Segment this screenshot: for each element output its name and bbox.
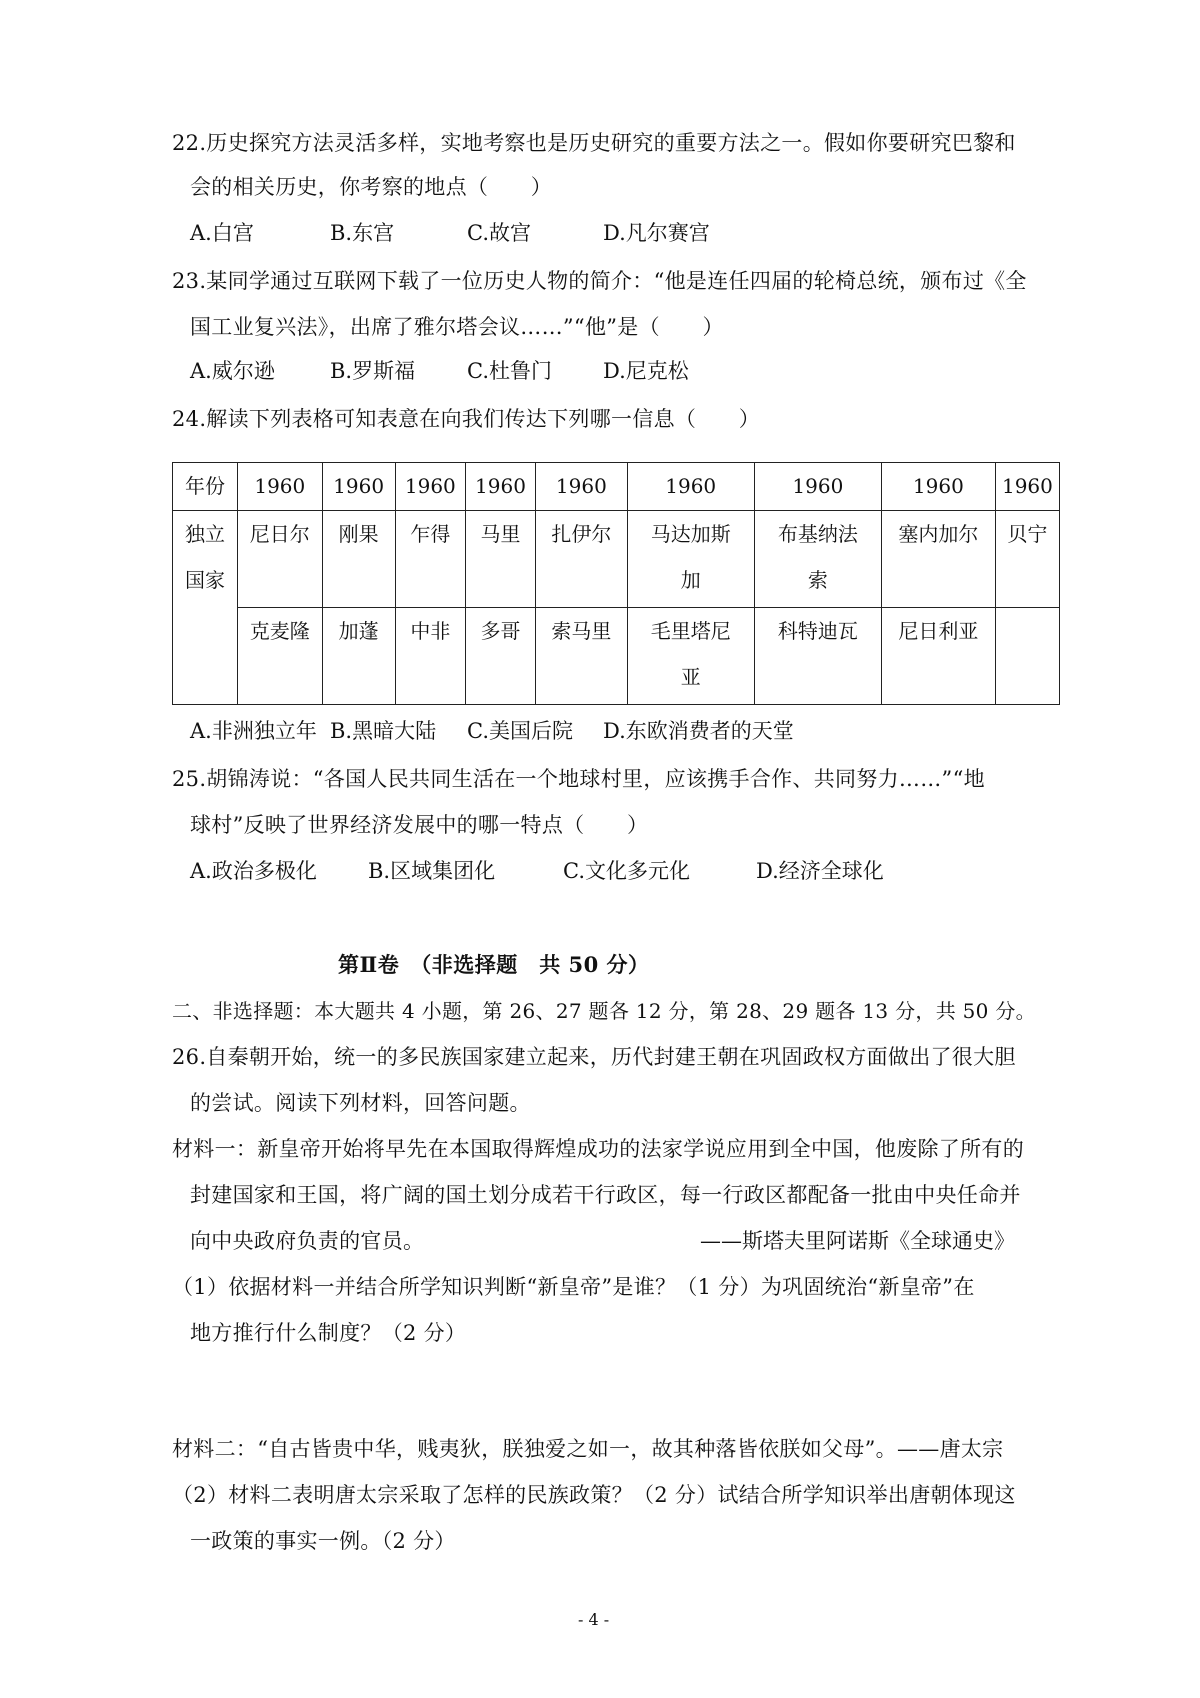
- table-cell: [995, 511, 1059, 608]
- section-title: 第Ⅱ卷 （非选择题 共 50 分）: [338, 952, 650, 977]
- country-wrap: 加: [680, 568, 701, 592]
- table-cell: [536, 608, 628, 705]
- country: 乍得: [410, 522, 451, 546]
- table-year: 1960: [995, 463, 1059, 511]
- country: 中非: [410, 619, 451, 643]
- q23-stem-line2: 国工业复兴法》，出席了雅尔塔会议……”“他”是（ ）: [190, 315, 724, 339]
- table-header-label: 年份: [173, 463, 238, 511]
- page-number: - 4 -: [578, 1610, 610, 1629]
- table-year: 1960: [536, 463, 628, 511]
- q24-option-b: B.黑暗大陆: [330, 719, 437, 743]
- q23-option-c: C.杜鲁门: [467, 359, 552, 383]
- q22-stem-line2: 会的相关历史，你考察的地点（ ）: [190, 175, 553, 199]
- independence-table: [172, 462, 1060, 705]
- table-cell: [754, 608, 881, 705]
- country: 扎伊尔: [551, 522, 612, 546]
- table-cell: [881, 608, 995, 705]
- table-year: 1960: [322, 463, 395, 511]
- table-cell: [754, 511, 881, 608]
- q22-option-c: C.故宫: [467, 221, 531, 245]
- table-year: 1960: [238, 463, 322, 511]
- q24-option-c: C.美国后院: [467, 719, 573, 743]
- table-row-label: [173, 511, 238, 705]
- q23-option-d: D.尼克松: [603, 359, 689, 383]
- row-label-line1: 独立: [185, 522, 226, 546]
- table-year: 1960: [754, 463, 881, 511]
- table-cell: [395, 608, 465, 705]
- table-cell: [627, 608, 754, 705]
- q25-option-b: B.区域集团化: [368, 859, 496, 883]
- material1-line3: 向中央政府负责的官员。: [190, 1229, 425, 1253]
- row-label-line2: 国家: [185, 568, 226, 592]
- country: 尼日利亚: [898, 619, 979, 643]
- table-cell: [322, 511, 395, 608]
- material2: 材料二：“自古皆贵中华，贱夷狄，朕独爱之如一，故其种落皆依朕如父母”。——唐太宗: [172, 1437, 1004, 1461]
- q25-option-a: A.政治多极化: [190, 859, 317, 883]
- q25-option-d: D.经济全球化: [756, 859, 884, 883]
- country: 加蓬: [338, 619, 379, 643]
- country: 克麦隆: [249, 619, 310, 643]
- table-year: 1960: [465, 463, 535, 511]
- material1-line2: 封建国家和王国，将广阔的国土划分成若干行政区，每一行政区都配备一批由中央任命并: [190, 1183, 1021, 1207]
- country-wrap: 亚: [680, 665, 701, 689]
- table-cell: [536, 511, 628, 608]
- table-cell: [465, 608, 535, 705]
- q24-option-a: A.非洲独立年: [190, 719, 317, 743]
- q22-option-a: A.白宫: [190, 221, 254, 245]
- q22-option-d: D.凡尔赛宫: [603, 221, 710, 245]
- country: 索马里: [551, 619, 612, 643]
- table-row: [173, 608, 1060, 705]
- q26-sub2-line2: 一政策的事实一例。（2 分）: [190, 1529, 456, 1553]
- country: 布基纳法: [777, 522, 858, 546]
- q23-option-b: B.罗斯福: [330, 359, 416, 383]
- table-cell: [395, 511, 465, 608]
- table-cell: [465, 511, 535, 608]
- q24-stem: 24.解读下列表格可知表意在向我们传达下列哪一信息（ ）: [172, 407, 761, 431]
- country: 马里: [480, 522, 521, 546]
- table-cell: [627, 511, 754, 608]
- section-instruction: 二、非选择题：本大题共 4 小题，第 26、27 题各 12 分，第 28、29 题各 13 分，共 50 分。: [172, 999, 1036, 1023]
- q26-sub1-line1: （1）依据材料一并结合所学知识判断“新皇帝”是谁？（1 分）为巩固统治“新皇帝”在: [172, 1275, 975, 1299]
- table-cell: [881, 511, 995, 608]
- q25-stem-line2: 球村”反映了世界经济发展中的哪一特点（ ）: [190, 813, 649, 837]
- country: 贝宁: [1007, 522, 1048, 546]
- material1-line1: 材料一：新皇帝开始将早先在本国取得辉煌成功的法家学说应用到全中国，他废除了所有的: [172, 1137, 1024, 1161]
- q26-sub1-line2: 地方推行什么制度？（2 分）: [190, 1321, 467, 1345]
- q26-stem-line2: 的尝试。阅读下列材料，回答问题。: [190, 1091, 531, 1115]
- country: 多哥: [480, 619, 521, 643]
- table-cell: [238, 608, 322, 705]
- material1-citation: ——斯塔夫里阿诺斯《全球通史》: [700, 1229, 1015, 1253]
- q25-option-c: C.文化多元化: [563, 859, 690, 883]
- q23-stem-line1: 23.某同学通过互联网下载了一位历史人物的简介：“他是连任四届的轮椅总统，颁布过《全: [172, 269, 1027, 293]
- country: 尼日尔: [249, 522, 310, 546]
- table-year: 1960: [395, 463, 465, 511]
- table-cell: [238, 511, 322, 608]
- table-year: 1960: [627, 463, 754, 511]
- q22-stem-line1: 22.历史探究方法灵活多样，实地考察也是历史研究的重要方法之一。假如你要研究巴黎和: [172, 131, 1016, 155]
- country: 马达加斯: [650, 522, 731, 546]
- table-row: [173, 511, 1060, 608]
- q26-stem-line1: 26.自秦朝开始，统一的多民族国家建立起来，历代封建王朝在巩固政权方面做出了很大胆: [172, 1045, 1016, 1069]
- table-header-row: [173, 463, 1060, 511]
- table-cell: [322, 608, 395, 705]
- q25-stem-line1: 25.胡锦涛说：“各国人民共同生活在一个地球村里，应该携手合作、共同努力……”“地: [172, 767, 985, 791]
- country: 毛里塔尼: [650, 619, 731, 643]
- q23-option-a: A.威尔逊: [190, 359, 275, 383]
- country: 刚果: [338, 522, 379, 546]
- country-wrap: 索: [807, 568, 828, 592]
- country: 塞内加尔: [898, 522, 979, 546]
- q24-option-d: D.东欧消费者的天堂: [603, 719, 794, 743]
- table-year: 1960: [881, 463, 995, 511]
- q26-sub2-line1: （2）材料二表明唐太宗采取了怎样的民族政策？（2 分）试结合所学知识举出唐朝体现这: [172, 1483, 1016, 1507]
- table-cell: [995, 608, 1059, 705]
- country: 科特迪瓦: [777, 619, 858, 643]
- q22-option-b: B.东宫: [330, 221, 395, 245]
